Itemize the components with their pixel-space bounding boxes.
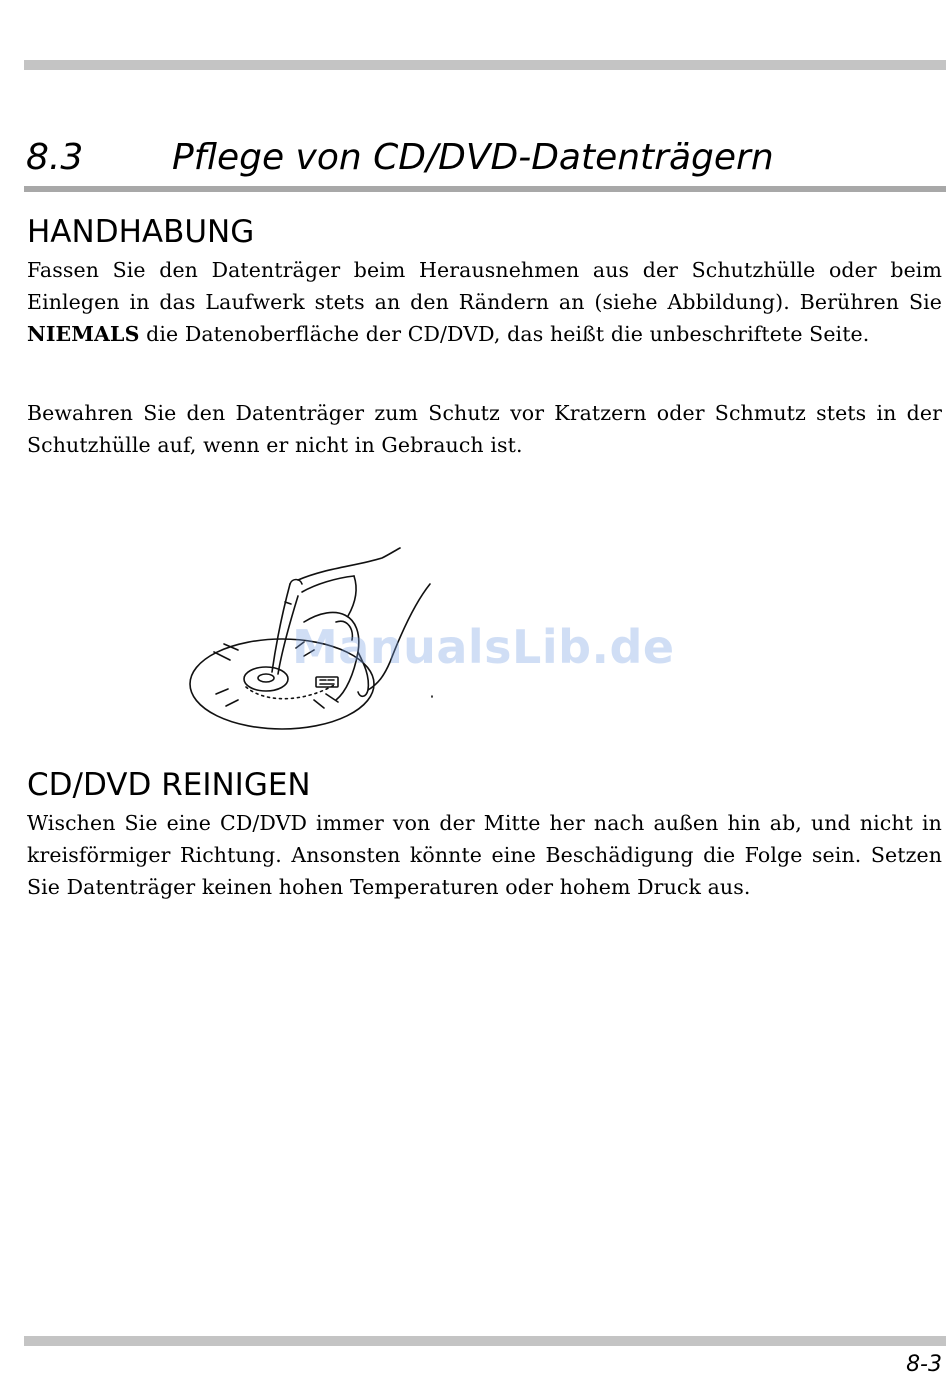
paragraph-handhabung-1-start: Fassen Sie den Datenträger beim Herausnehmen aus der Schutzhülle oder beim Einlegen in das Laufwerk stets an den Rändern an (siehe Abbildung). Berühren Sie [27, 258, 942, 314]
emphasis-niemals: NIEMALS [27, 322, 140, 346]
header-rule [24, 60, 946, 70]
page-number: 8-3 [906, 1352, 942, 1377]
title-underline [24, 186, 946, 192]
section-number: 8.3 [26, 137, 84, 178]
watermark: ManualsLib.de [292, 620, 675, 674]
heading-reinigen: CD/DVD REINIGEN [27, 767, 311, 803]
paragraph-handhabung-2: Bewahren Sie den Datenträger zum Schutz vor Kratzern oder Schmutz stets in der Schutzhülle auf, wenn er nicht in Gebrauch ist. [27, 401, 942, 457]
section-title-text: Pflege von CD/DVD-Datenträgern [172, 137, 774, 178]
heading-handhabung: HANDHABUNG [27, 214, 255, 250]
paragraph-handhabung-1 [27, 254, 942, 350]
paragraph-handhabung-1-end: die Datenoberfläche der CD/DVD, das heißt die unbeschriftete Seite. [139, 322, 870, 346]
section-title [26, 136, 946, 180]
paragraph-reinigen: Wischen Sie eine CD/DVD immer von der Mitte her nach außen hin ab, und nicht in kreisförmiger Richtung. Ansonsten könnte eine Beschädigung die Folge sein. Setzen Sie Datenträger keinen hohen Temperaturen oder hohem Druck aus. [27, 811, 942, 899]
footer-rule [24, 1336, 946, 1346]
